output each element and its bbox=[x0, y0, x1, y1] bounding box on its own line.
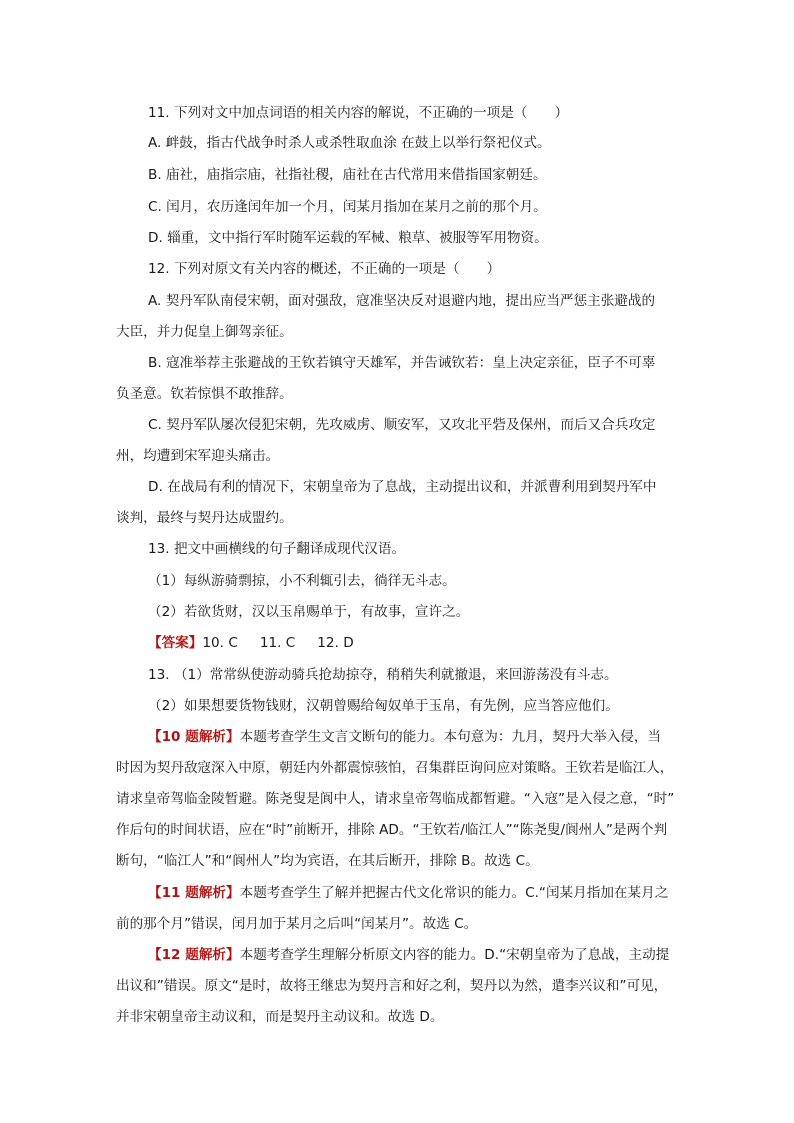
q12-option-a-line1: A. 契丹军队南侵宋朝，面对强敌，寇准坚决反对退避内地，提出应当严惩主张避战的 bbox=[148, 293, 656, 309]
answer-11: 11. C bbox=[259, 635, 296, 651]
analysis-10-line1 bbox=[148, 728, 661, 746]
q12-option-c-line1: C. 契丹军队屡次侵犯宋朝，先攻威虏、顺安军，又攻北平砦及保州，而后又合兵攻定 bbox=[148, 417, 656, 433]
answer-row bbox=[148, 634, 354, 652]
analysis-12-line2: 出议和”错误。原文“是时，故将王继忠为契丹言和好之利，契丹以为然，遣李兴议和”可见， bbox=[116, 978, 668, 994]
analysis-12-label: 【12 题解析】 bbox=[148, 947, 240, 963]
q13-sentence-2: （2）若欲货财，汉以玉帛赐单于，有故事，宣许之。 bbox=[148, 604, 470, 620]
analysis-11-label: 【11 题解析】 bbox=[148, 885, 240, 901]
q11-stem: 11. 下列对文中加点词语的相关内容的解说，不正确的一项是（ ） bbox=[148, 105, 569, 121]
analysis-10-line5: 断句，“临江人”和“阆州人”均为宾语，在其后断开，排除 B。故选 C。 bbox=[116, 853, 539, 869]
answer-13-translation-1: 13. （1）常常纵使游动骑兵抢劫掠夺，稍稍失利就撤退，来回游荡没有斗志。 bbox=[148, 667, 618, 683]
q12-option-d-line2: 谈判，最终与契丹达成盟约。 bbox=[116, 510, 293, 526]
answer-13-translation-2: （2）如果想要货物钱财，汉朝曾赐给匈奴单于玉帛，有先例，应当答应他们。 bbox=[148, 698, 619, 714]
analysis-11-line1 bbox=[148, 884, 668, 902]
analysis-11-text: 本题考查学生了解并把握古代文化常识的能力。C.“闰某月指加在某月之 bbox=[239, 885, 669, 901]
q12-option-c-line2: 州，均遭到宋军迎头痛击。 bbox=[116, 448, 280, 464]
analysis-10-text: 本题考查学生文言文断句的能力。本句意为：九月，契丹大举入侵，当 bbox=[239, 729, 662, 745]
q12-option-b-line2: 负圣意。钦若惊惧不敢推辞。 bbox=[116, 386, 293, 402]
analysis-12-line3: 并非宋朝皇帝主动议和，而是契丹主动议和。故选 D。 bbox=[116, 1009, 444, 1025]
q11-option-d: D. 辎重，文中指行军时随军运载的军械、粮草、被服等军用物资。 bbox=[148, 230, 548, 246]
q11-option-a: A. 衅鼓，指古代战争时杀人或杀牲取血涂 在鼓上以举行祭祀仪式。 bbox=[148, 135, 551, 151]
q12-option-a-line2: 大臣，并力促皇上御驾亲征。 bbox=[116, 324, 293, 340]
q11-option-c: C. 闰月，农历逢闰年加一个月，闰某月指加在某月之前的那个月。 bbox=[148, 199, 547, 215]
answer-12: 12. D bbox=[317, 635, 354, 651]
answer-10: 10. C bbox=[202, 635, 238, 651]
answer-label: 【答案】 bbox=[148, 635, 203, 651]
analysis-10-label: 【10 题解析】 bbox=[148, 729, 240, 745]
q11-option-b: B. 庙社，庙指宗庙，社指社稷，庙社在古代常用来借指国家朝廷。 bbox=[148, 167, 547, 183]
analysis-10-line4: 作后句的时间状语，应在“时”前断开，排除 AD。“王钦若/临江人”“陈尧叟/阆州人”是两个判 bbox=[116, 822, 668, 838]
analysis-12-line1 bbox=[148, 946, 669, 964]
q12-option-d-line1: D. 在战局有利的情况下，宋朝皇帝为了息战，主动提出议和，并派曹利用到契丹军中 bbox=[148, 479, 657, 495]
analysis-10-line2: 时因为契丹敌寇深入中原，朝廷内外都震惊骇怕，召集群臣询问应对策略。王钦若是临江人， bbox=[116, 760, 674, 776]
analysis-10-line3: 请求皇帝驾临金陵暂避。陈尧叟是阆中人，请求皇帝驾临成都暂避。“入寇”是入侵之意，“时” bbox=[116, 791, 675, 807]
analysis-12-text: 本题考查学生理解分析原文内容的能力。D.“宋朝皇帝为了息战，主动提 bbox=[239, 947, 670, 963]
q12-option-b-line1: B. 寇准举荐主张避战的王钦若镇守天雄军，并告诫钦若：皇上决定亲征，臣子不可辜 bbox=[148, 355, 656, 371]
q13-stem: 13. 把文中画横线的句子翻译成现代汉语。 bbox=[148, 541, 406, 557]
q12-stem: 12. 下列对原文有关内容的概述，不正确的一项是（ ） bbox=[148, 261, 501, 277]
analysis-11-line2: 前的那个月”错误，闰月加于某月之后叫“闰某月”。故选 C。 bbox=[116, 916, 478, 932]
q13-sentence-1: （1）每纵游骑剽掠，小不利辄引去，徜徉无斗志。 bbox=[148, 573, 456, 589]
